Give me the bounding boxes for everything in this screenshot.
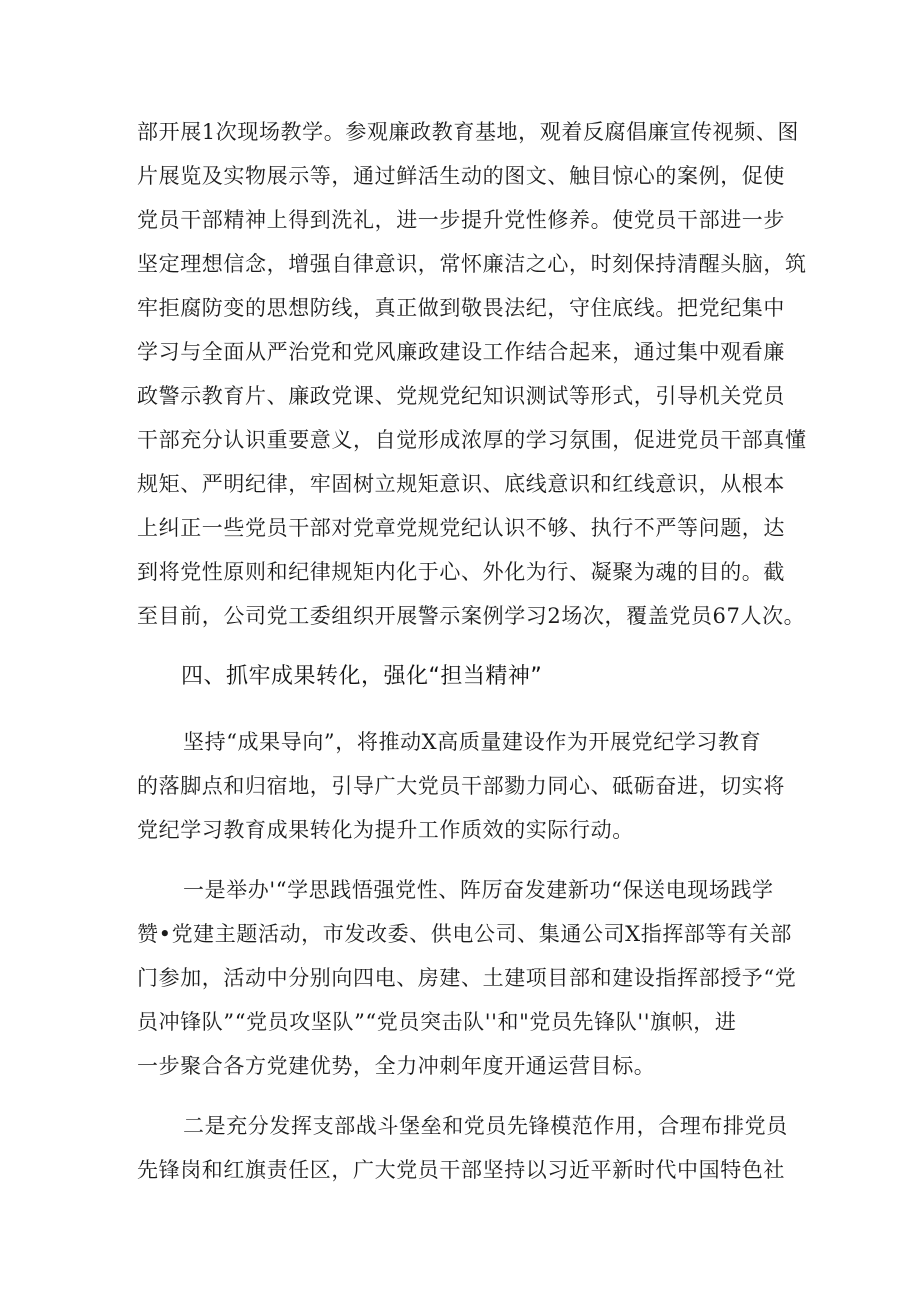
paragraph-line: 规矩、严明纪律，牢固树立规矩意识、底线意识和红线意识，从根本: [137, 472, 785, 496]
paragraph-line: 一步聚合各方党建优势，全力冲刺年度开通运营目标。: [137, 1054, 656, 1078]
section-heading: 四、抓牢成果转化，强化“担当精神”: [181, 664, 543, 689]
paragraph-line: 先锋岗和红旗责任区，广大党员干部坚持以习近平新时代中国特色社: [137, 1158, 785, 1182]
paragraph-line: 门参加，活动中分别向四电、房建、土建项目部和建设指挥部授予“党: [137, 966, 797, 990]
paragraph-line: 员冲锋队”“党员攻坚队”“党员突击队''和"党员先锋队''旗帜，进: [137, 1010, 737, 1034]
paragraph-line: 片展览及实物展示等，通过鲜活生动的图文、触目惊心的案例，促使: [137, 164, 785, 188]
paragraph-line: 部开展1次现场教学。参观廉政教育基地，观着反腐倡廉宣传视频、图: [137, 120, 799, 144]
paragraph-line: 二是充分发挥支部战斗堡垒和党员先锋模范作用，合理布排党员: [183, 1114, 788, 1138]
paragraph-line: 至目前，公司党工委组织开展警示案例学习2场次，覆盖党员67人次。: [137, 604, 806, 628]
paragraph-line: 上纠正一些党员干部对党章党规党纪认识不够、执行不严等问题，达: [137, 516, 785, 540]
paragraph-line: 学习与全面从严治党和党风廉政建设工作结合起来，通过集中观看廉: [137, 340, 785, 364]
paragraph-line: 的落脚点和归宿地，引导广大党员干部勠力同心、砥砺奋进，切实将: [137, 774, 785, 798]
paragraph-line: 一是举办'“学思践悟强党性、阵厉奋发建新功“保送电现场践学: [183, 878, 774, 902]
paragraph-line: 赞•党建主题活动，市发改委、供电公司、集通公司X指挥部等有关部: [137, 922, 792, 946]
paragraph-line: 党员干部精神上得到洗礼，进一步提升党性修养。使党员干部进一步: [137, 208, 785, 232]
paragraph-line: 牢拒腐防变的思想防线，真正做到敬畏法纪，守住底线。把党纪集中: [137, 296, 785, 320]
paragraph-line: 到将党性原则和纪律规矩内化于心、外化为行、凝聚为魂的目的。截: [137, 560, 785, 584]
paragraph-line: 坚定理想信念，增强自律意识，常怀廉洁之心，时刻保持清醒头脑，筑: [137, 252, 807, 276]
paragraph-line: 政警示教育片、廉政党课、党规党纪知识测试等形式，引导机关党员: [137, 384, 785, 408]
paragraph-line: 党纪学习教育成果转化为提升工作质效的实际行动。: [137, 818, 634, 842]
paragraph-line: 干部充分认识重要意义，自觉形成浓厚的学习氛围，促进党员干部真懂: [137, 428, 807, 452]
paragraph-line: 坚持“成果导向”，将推动X高质量建设作为开展党纪学习教育: [183, 730, 762, 754]
